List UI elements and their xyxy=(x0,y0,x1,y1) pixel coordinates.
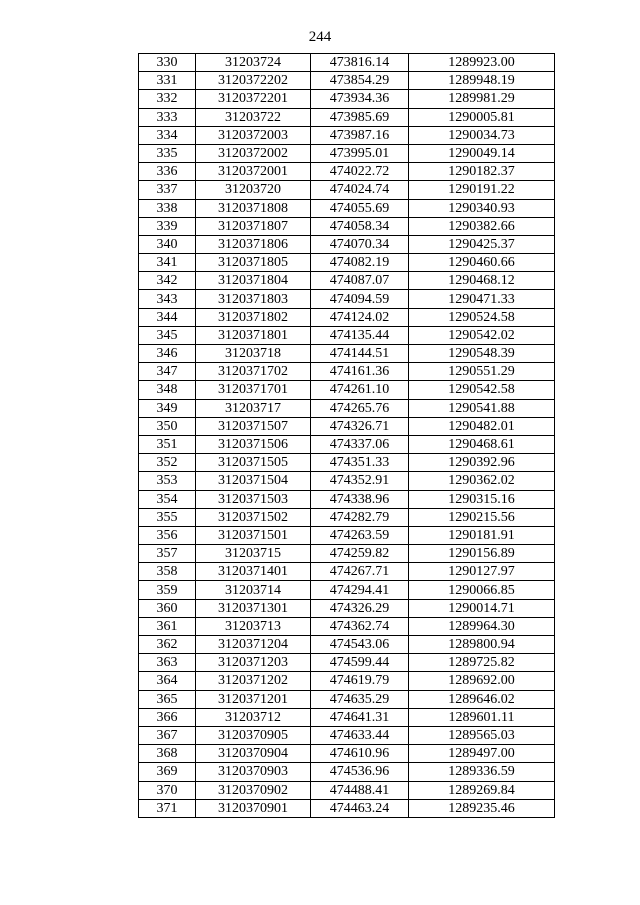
row-index-cell: 348 xyxy=(139,381,196,399)
point-id-cell: 3120371506 xyxy=(196,435,311,453)
table-row xyxy=(139,708,555,726)
table-row xyxy=(139,763,555,781)
row-index-cell: 341 xyxy=(139,254,196,272)
x-coordinate-cell: 474094.59 xyxy=(311,290,409,308)
y-coordinate-cell: 1290014.71 xyxy=(409,599,555,617)
y-coordinate-cell: 1290156.89 xyxy=(409,545,555,563)
y-coordinate-cell: 1290425.37 xyxy=(409,235,555,253)
row-index-cell: 361 xyxy=(139,617,196,635)
table-row xyxy=(139,326,555,344)
table-row xyxy=(139,72,555,90)
y-coordinate-cell: 1290460.66 xyxy=(409,254,555,272)
y-coordinate-cell: 1290471.33 xyxy=(409,290,555,308)
point-id-cell: 31203712 xyxy=(196,708,311,726)
table-row xyxy=(139,745,555,763)
point-id-cell: 3120371204 xyxy=(196,636,311,654)
point-id-cell: 3120370903 xyxy=(196,763,311,781)
table-row xyxy=(139,417,555,435)
row-index-cell: 364 xyxy=(139,672,196,690)
table-row xyxy=(139,108,555,126)
row-index-cell: 365 xyxy=(139,690,196,708)
point-id-cell: 3120371201 xyxy=(196,690,311,708)
y-coordinate-cell: 1290382.66 xyxy=(409,217,555,235)
point-id-cell: 31203714 xyxy=(196,581,311,599)
x-coordinate-cell: 474351.33 xyxy=(311,454,409,472)
table-row xyxy=(139,654,555,672)
table-row xyxy=(139,381,555,399)
point-id-cell: 31203720 xyxy=(196,181,311,199)
point-id-cell: 31203717 xyxy=(196,399,311,417)
x-coordinate-cell: 474161.36 xyxy=(311,363,409,381)
row-index-cell: 350 xyxy=(139,417,196,435)
table-row xyxy=(139,90,555,108)
y-coordinate-cell: 1290551.29 xyxy=(409,363,555,381)
table-row xyxy=(139,199,555,217)
row-index-cell: 368 xyxy=(139,745,196,763)
x-coordinate-cell: 474352.91 xyxy=(311,472,409,490)
point-id-cell: 3120371507 xyxy=(196,417,311,435)
x-coordinate-cell: 473995.01 xyxy=(311,144,409,162)
table-row xyxy=(139,526,555,544)
row-index-cell: 343 xyxy=(139,290,196,308)
y-coordinate-cell: 1289948.19 xyxy=(409,72,555,90)
x-coordinate-cell: 474326.29 xyxy=(311,599,409,617)
point-id-cell: 3120371802 xyxy=(196,308,311,326)
x-coordinate-cell: 474619.79 xyxy=(311,672,409,690)
row-index-cell: 332 xyxy=(139,90,196,108)
row-index-cell: 340 xyxy=(139,235,196,253)
table-row xyxy=(139,308,555,326)
y-coordinate-cell: 1290482.01 xyxy=(409,417,555,435)
point-id-cell: 3120371804 xyxy=(196,272,311,290)
point-id-cell: 3120371806 xyxy=(196,235,311,253)
x-coordinate-cell: 474337.06 xyxy=(311,435,409,453)
table-row xyxy=(139,144,555,162)
x-coordinate-cell: 474144.51 xyxy=(311,345,409,363)
y-coordinate-cell: 1289565.03 xyxy=(409,726,555,744)
y-coordinate-cell: 1289725.82 xyxy=(409,654,555,672)
table-row xyxy=(139,672,555,690)
x-coordinate-cell: 474055.69 xyxy=(311,199,409,217)
x-coordinate-cell: 474267.71 xyxy=(311,563,409,581)
x-coordinate-cell: 474362.74 xyxy=(311,617,409,635)
point-id-cell: 3120371301 xyxy=(196,599,311,617)
row-index-cell: 366 xyxy=(139,708,196,726)
y-coordinate-cell: 1290362.02 xyxy=(409,472,555,490)
y-coordinate-cell: 1290049.14 xyxy=(409,144,555,162)
y-coordinate-cell: 1290542.58 xyxy=(409,381,555,399)
table-row xyxy=(139,726,555,744)
point-id-cell: 3120371808 xyxy=(196,199,311,217)
row-index-cell: 351 xyxy=(139,435,196,453)
point-id-cell: 3120371502 xyxy=(196,508,311,526)
row-index-cell: 355 xyxy=(139,508,196,526)
table-row xyxy=(139,163,555,181)
y-coordinate-cell: 1290340.93 xyxy=(409,199,555,217)
table-row xyxy=(139,181,555,199)
x-coordinate-cell: 474610.96 xyxy=(311,745,409,763)
table-row xyxy=(139,581,555,599)
point-id-cell: 3120371801 xyxy=(196,326,311,344)
row-index-cell: 342 xyxy=(139,272,196,290)
point-id-cell: 3120370901 xyxy=(196,799,311,817)
x-coordinate-cell: 474070.34 xyxy=(311,235,409,253)
y-coordinate-cell: 1289981.29 xyxy=(409,90,555,108)
row-index-cell: 362 xyxy=(139,636,196,654)
x-coordinate-cell: 474087.07 xyxy=(311,272,409,290)
row-index-cell: 371 xyxy=(139,799,196,817)
y-coordinate-cell: 1290541.88 xyxy=(409,399,555,417)
x-coordinate-cell: 474265.76 xyxy=(311,399,409,417)
table-row xyxy=(139,799,555,817)
x-coordinate-cell: 474536.96 xyxy=(311,763,409,781)
y-coordinate-cell: 1289964.30 xyxy=(409,617,555,635)
x-coordinate-cell: 474641.31 xyxy=(311,708,409,726)
y-coordinate-cell: 1289646.02 xyxy=(409,690,555,708)
point-id-cell: 3120371505 xyxy=(196,454,311,472)
row-index-cell: 369 xyxy=(139,763,196,781)
row-index-cell: 353 xyxy=(139,472,196,490)
point-id-cell: 3120370904 xyxy=(196,745,311,763)
point-id-cell: 3120371203 xyxy=(196,654,311,672)
table-row xyxy=(139,290,555,308)
x-coordinate-cell: 474058.34 xyxy=(311,217,409,235)
table-row xyxy=(139,345,555,363)
row-index-cell: 370 xyxy=(139,781,196,799)
table-row xyxy=(139,617,555,635)
x-coordinate-cell: 473854.29 xyxy=(311,72,409,90)
row-index-cell: 360 xyxy=(139,599,196,617)
page-number: 244 xyxy=(308,29,332,45)
point-id-cell: 3120370905 xyxy=(196,726,311,744)
x-coordinate-cell: 474259.82 xyxy=(311,545,409,563)
x-coordinate-cell: 474022.72 xyxy=(311,163,409,181)
point-id-cell: 3120371401 xyxy=(196,563,311,581)
row-index-cell: 335 xyxy=(139,144,196,162)
table-row xyxy=(139,599,555,617)
row-index-cell: 337 xyxy=(139,181,196,199)
x-coordinate-cell: 474282.79 xyxy=(311,508,409,526)
x-coordinate-cell: 474326.71 xyxy=(311,417,409,435)
x-coordinate-cell: 474294.41 xyxy=(311,581,409,599)
point-id-cell: 3120372002 xyxy=(196,144,311,162)
y-coordinate-cell: 1289336.59 xyxy=(409,763,555,781)
row-index-cell: 356 xyxy=(139,526,196,544)
row-index-cell: 352 xyxy=(139,454,196,472)
x-coordinate-cell: 474261.10 xyxy=(311,381,409,399)
y-coordinate-cell: 1289923.00 xyxy=(409,54,555,72)
point-id-cell: 31203722 xyxy=(196,108,311,126)
y-coordinate-cell: 1290191.22 xyxy=(409,181,555,199)
point-id-cell: 3120371805 xyxy=(196,254,311,272)
x-coordinate-cell: 474024.74 xyxy=(311,181,409,199)
y-coordinate-cell: 1290005.81 xyxy=(409,108,555,126)
point-id-cell: 3120371504 xyxy=(196,472,311,490)
table-row xyxy=(139,490,555,508)
table-row xyxy=(139,636,555,654)
table-row xyxy=(139,563,555,581)
row-index-cell: 338 xyxy=(139,199,196,217)
y-coordinate-cell: 1290548.39 xyxy=(409,345,555,363)
row-index-cell: 349 xyxy=(139,399,196,417)
row-index-cell: 354 xyxy=(139,490,196,508)
point-id-cell: 3120370902 xyxy=(196,781,311,799)
table-row xyxy=(139,399,555,417)
row-index-cell: 339 xyxy=(139,217,196,235)
table-row xyxy=(139,235,555,253)
point-id-cell: 3120372001 xyxy=(196,163,311,181)
point-id-cell: 31203724 xyxy=(196,54,311,72)
y-coordinate-cell: 1289692.00 xyxy=(409,672,555,690)
table-row xyxy=(139,472,555,490)
y-coordinate-cell: 1290181.91 xyxy=(409,526,555,544)
y-coordinate-cell: 1290034.73 xyxy=(409,126,555,144)
point-id-cell: 3120372202 xyxy=(196,72,311,90)
x-coordinate-cell: 474135.44 xyxy=(311,326,409,344)
coordinates-table-body xyxy=(139,54,555,818)
row-index-cell: 330 xyxy=(139,54,196,72)
table-row xyxy=(139,272,555,290)
row-index-cell: 336 xyxy=(139,163,196,181)
x-coordinate-cell: 473934.36 xyxy=(311,90,409,108)
table-row xyxy=(139,217,555,235)
point-id-cell: 3120371702 xyxy=(196,363,311,381)
y-coordinate-cell: 1290066.85 xyxy=(409,581,555,599)
row-index-cell: 346 xyxy=(139,345,196,363)
x-coordinate-cell: 473985.69 xyxy=(311,108,409,126)
point-id-cell: 3120371503 xyxy=(196,490,311,508)
y-coordinate-cell: 1290542.02 xyxy=(409,326,555,344)
point-id-cell: 3120371807 xyxy=(196,217,311,235)
y-coordinate-cell: 1290468.12 xyxy=(409,272,555,290)
row-index-cell: 367 xyxy=(139,726,196,744)
y-coordinate-cell: 1290215.56 xyxy=(409,508,555,526)
point-id-cell: 31203718 xyxy=(196,345,311,363)
table-row xyxy=(139,54,555,72)
x-coordinate-cell: 474488.41 xyxy=(311,781,409,799)
y-coordinate-cell: 1289235.46 xyxy=(409,799,555,817)
row-index-cell: 331 xyxy=(139,72,196,90)
table-row xyxy=(139,545,555,563)
y-coordinate-cell: 1290182.37 xyxy=(409,163,555,181)
row-index-cell: 347 xyxy=(139,363,196,381)
y-coordinate-cell: 1289497.00 xyxy=(409,745,555,763)
coordinates-table xyxy=(138,53,555,818)
row-index-cell: 359 xyxy=(139,581,196,599)
x-coordinate-cell: 474599.44 xyxy=(311,654,409,672)
x-coordinate-cell: 473987.16 xyxy=(311,126,409,144)
y-coordinate-cell: 1289269.84 xyxy=(409,781,555,799)
x-coordinate-cell: 474124.02 xyxy=(311,308,409,326)
table-row xyxy=(139,363,555,381)
point-id-cell: 3120371202 xyxy=(196,672,311,690)
y-coordinate-cell: 1289800.94 xyxy=(409,636,555,654)
point-id-cell: 3120371501 xyxy=(196,526,311,544)
table-row xyxy=(139,254,555,272)
point-id-cell: 3120372201 xyxy=(196,90,311,108)
row-index-cell: 357 xyxy=(139,545,196,563)
table-row xyxy=(139,690,555,708)
row-index-cell: 363 xyxy=(139,654,196,672)
y-coordinate-cell: 1290524.58 xyxy=(409,308,555,326)
point-id-cell: 31203715 xyxy=(196,545,311,563)
x-coordinate-cell: 474263.59 xyxy=(311,526,409,544)
y-coordinate-cell: 1290315.16 xyxy=(409,490,555,508)
x-coordinate-cell: 474635.29 xyxy=(311,690,409,708)
point-id-cell: 3120371803 xyxy=(196,290,311,308)
y-coordinate-cell: 1289601.11 xyxy=(409,708,555,726)
y-coordinate-cell: 1290468.61 xyxy=(409,435,555,453)
y-coordinate-cell: 1290127.97 xyxy=(409,563,555,581)
table-row xyxy=(139,126,555,144)
table-row xyxy=(139,454,555,472)
x-coordinate-cell: 474082.19 xyxy=(311,254,409,272)
row-index-cell: 358 xyxy=(139,563,196,581)
x-coordinate-cell: 474338.96 xyxy=(311,490,409,508)
x-coordinate-cell: 474633.44 xyxy=(311,726,409,744)
table-row xyxy=(139,781,555,799)
row-index-cell: 345 xyxy=(139,326,196,344)
y-coordinate-cell: 1290392.96 xyxy=(409,454,555,472)
x-coordinate-cell: 474543.06 xyxy=(311,636,409,654)
x-coordinate-cell: 473816.14 xyxy=(311,54,409,72)
table-row xyxy=(139,508,555,526)
point-id-cell: 31203713 xyxy=(196,617,311,635)
table-row xyxy=(139,435,555,453)
row-index-cell: 344 xyxy=(139,308,196,326)
point-id-cell: 3120371701 xyxy=(196,381,311,399)
row-index-cell: 334 xyxy=(139,126,196,144)
row-index-cell: 333 xyxy=(139,108,196,126)
x-coordinate-cell: 474463.24 xyxy=(311,799,409,817)
point-id-cell: 3120372003 xyxy=(196,126,311,144)
